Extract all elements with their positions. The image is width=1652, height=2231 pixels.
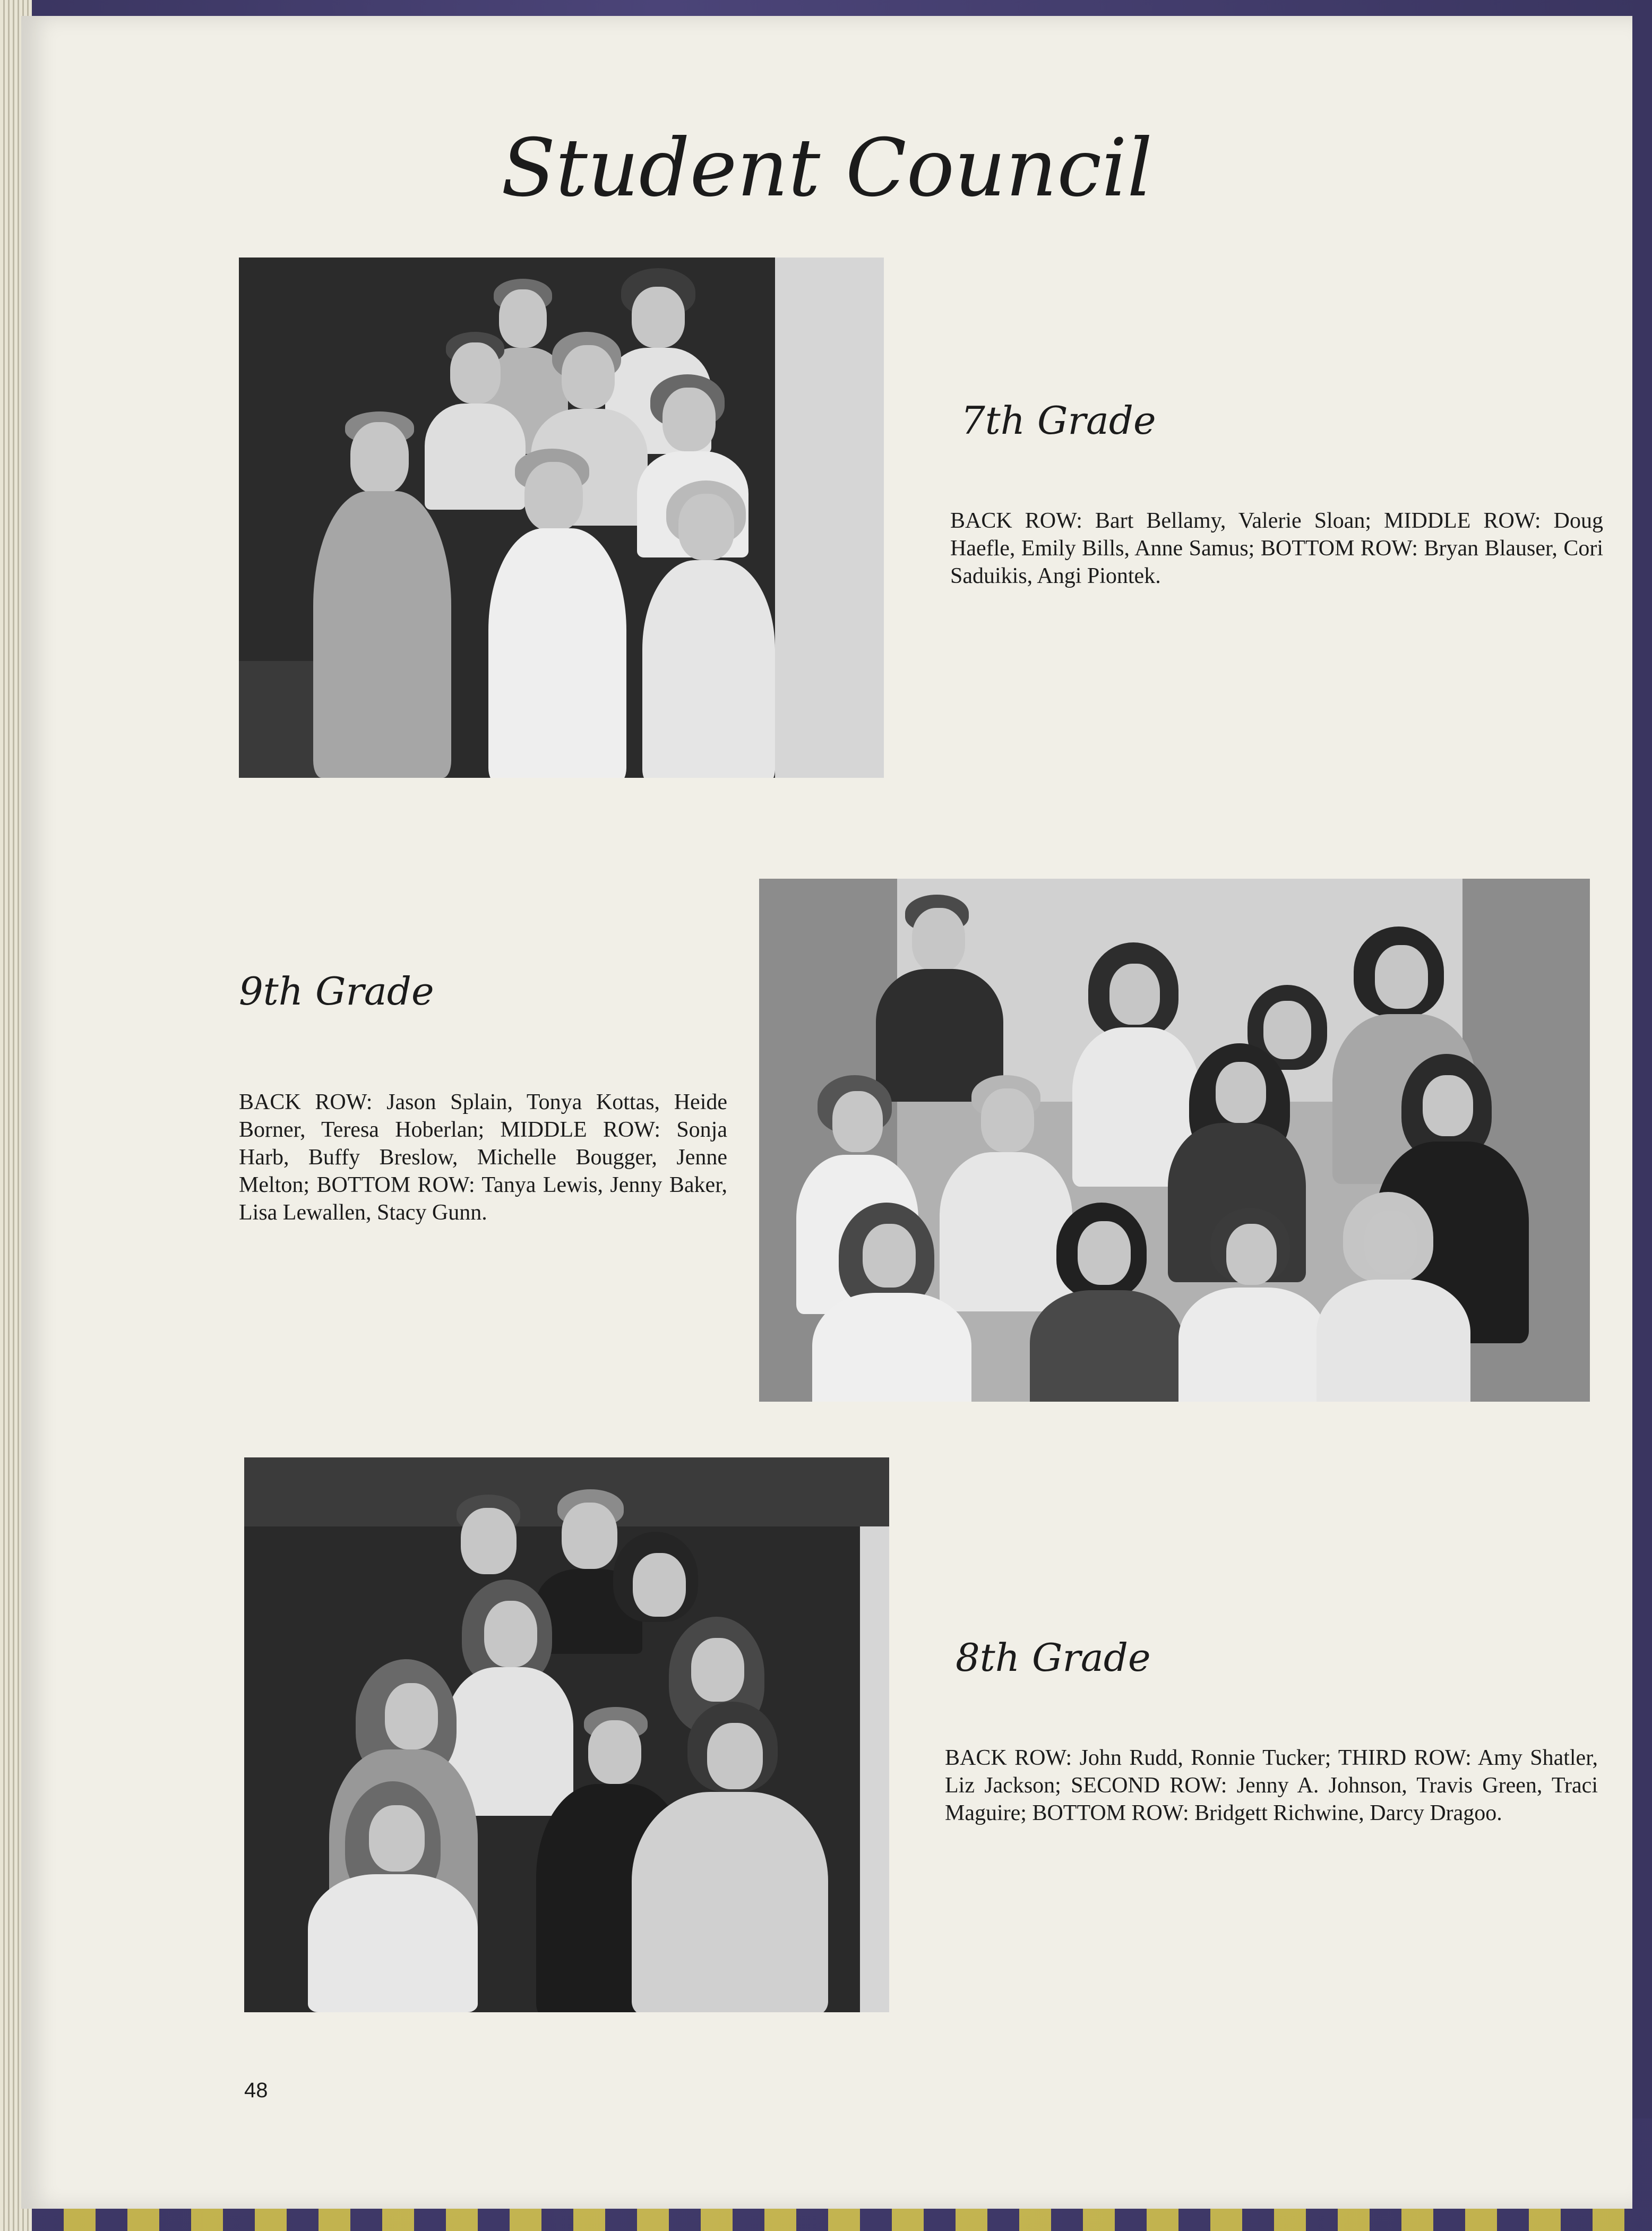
ninth-grade-heading: 9th Grade	[239, 969, 434, 1014]
page-title: Student Council	[501, 122, 1153, 214]
eighth-grade-caption: BACK ROW: John Rudd, Ronnie Tucker; THIRD ROW: Amy Shatler, Liz Jackson; SECOND ROW: Jenny A. Johnson, Travis Green, Traci Maguire; BOTTOM ROW: Bridgett Richwine, Darcy Dragoo.	[945, 1746, 1598, 1825]
seventh-grade-caption: BACK ROW: Bart Bellamy, Valerie Sloan; MIDDLE ROW: Doug Haefle, Emily Bills, Anne Samus; BOTTOM ROW: Bryan Blauser, Cori Saduikis, Angi Piontek.	[950, 509, 1603, 588]
yearbook-page	[21, 16, 1632, 2209]
eighth-grade-photo	[244, 1457, 889, 2012]
seventh-grade-photo	[239, 258, 884, 778]
ninth-grade-photo	[759, 879, 1590, 1402]
page-number: 48	[244, 2079, 268, 2102]
seventh-grade-heading: 7th Grade	[961, 398, 1156, 443]
ninth-grade-caption: BACK ROW: Jason Splain, Tonya Kottas, Heide Borner, Teresa Hoberlan; MIDDLE ROW: Sonja Harb, Buffy Breslow, Michelle Bougger, Jenne Melton; BOTTOM ROW: Tanya Lewis, Jenny Baker, Lisa Lewallen, Stacy Gunn.	[239, 1090, 727, 1225]
eighth-grade-heading: 8th Grade	[956, 1635, 1151, 1680]
